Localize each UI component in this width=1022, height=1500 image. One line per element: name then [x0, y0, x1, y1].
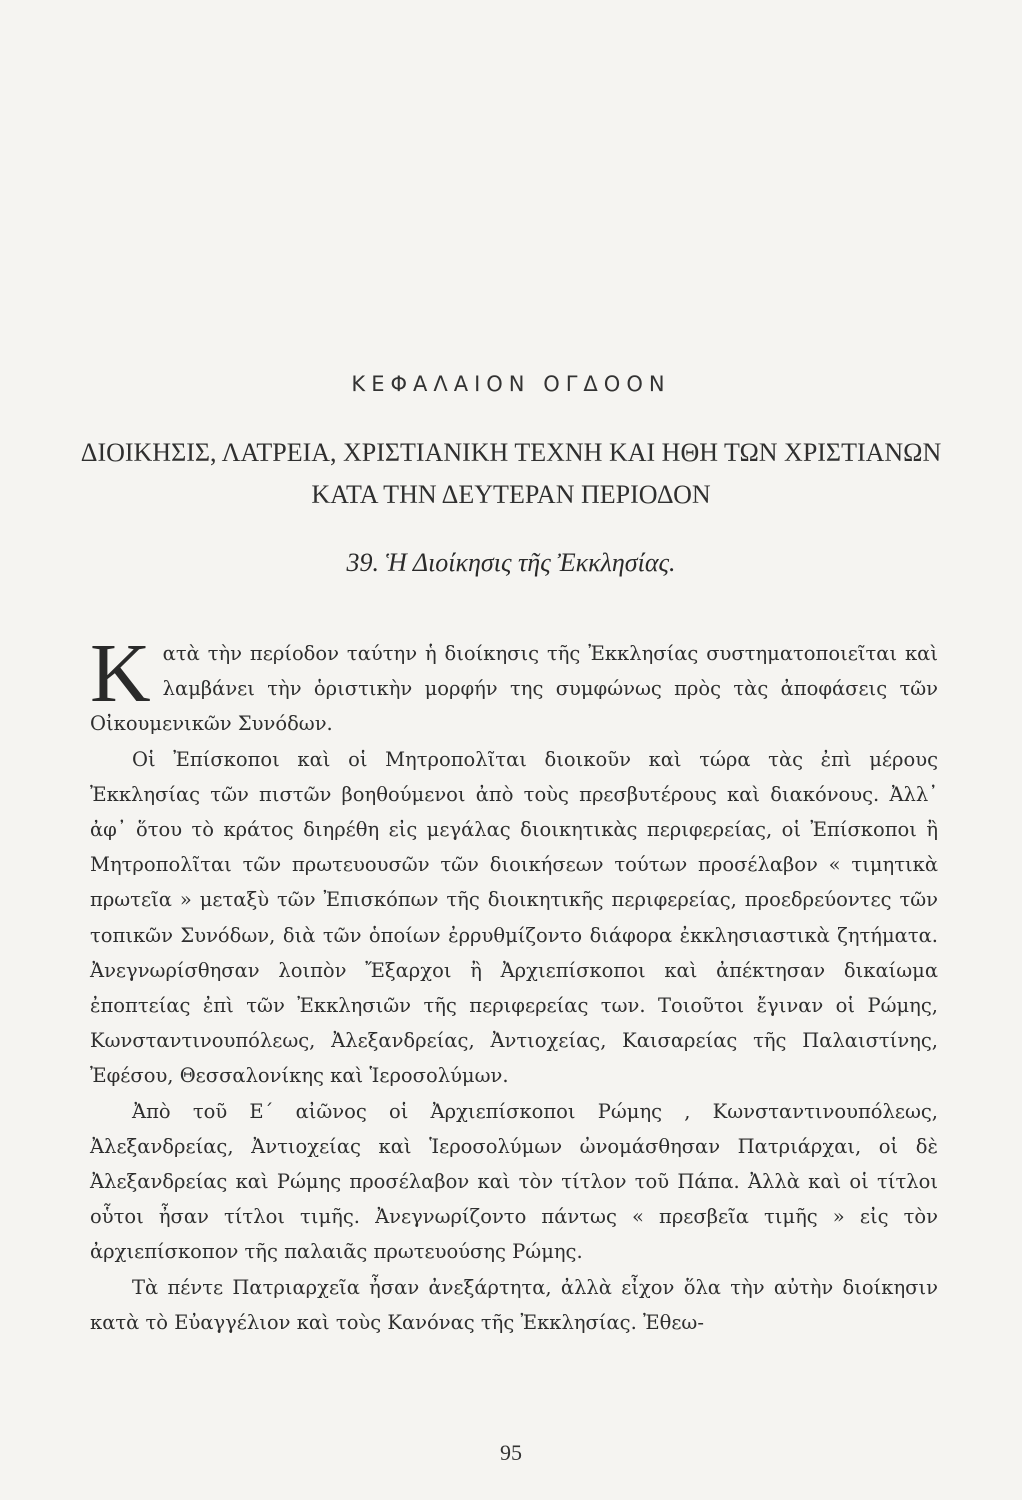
- body-text: [90, 627, 938, 1340]
- chapter-title: ΔΙΟΙΚΗΣΙΣ, ΛΑΤΡΕΙΑ, ΧΡΙΣΤΙΑΝΙΚΗ ΤΕΧΝΗ ΚΑΙ ΗΘΗ ΤΩΝ ΧΡΙΣΤΙΑΝΩΝ ΚΑΤΑ ΤΗΝ ΔΕΥΤΕΡΑΝ ΠΕΡΙΟΔΟΝ: [80, 438, 942, 509]
- paragraph-4: Τὰ πέντε Πατριαρχεῖα ἦσαν ἀνεξάρτητα, ἀλλὰ εἶχον ὅλα τὴν αὐτὴν διοίκησιν κατὰ τὸ Εὐαγγέλιον καὶ τοὺς Κανόνας τῆς Ἐκκλησίας. Ἐθεω-: [90, 1275, 938, 1334]
- chapter-label: ΚΕΦΑΛΑΙΟΝ ΟΓΔΟΟΝ: [351, 372, 671, 396]
- drop-cap: Κ: [90, 627, 151, 720]
- paragraph-2: Οἱ Ἐπίσκοποι καὶ οἱ Μητροπολῖται διοικοῦν καὶ τώρα τὰς ἐπὶ μέρους Ἐκκλησίας τῶν πιστῶν βοηθούμενοι ἀπὸ τοὺς πρεσβυτέρους καὶ διακόνους. Ἀλλ᾽ ἀφ᾽ ὅτου τὸ κράτος διηρέθη εἰς μεγάλας διοικητικὰς περιφερείας, οἱ Ἐπίσκοποι ἢ Μητροπολῖται τῶν πρωτευουσῶν τῶν διοικήσεων τούτων προσέλαβον « τιμητικὰ πρωτεῖα » μεταξὺ τῶν Ἐπισκόπων τῆς διοικητικῆς περιφερείας, προεδρεύοντες τῶν τοπικῶν Συνόδων, διὰ τῶν ὁποίων ἐρρυθμίζοντο διάφορα ἐκκλησιαστικὰ ζητήματα. Ἀνεγνωρίσθησαν λοιπὸν Ἔξαρχοι ἢ Ἀρχιεπίσκοποι καὶ ἀπέκτησαν δικαίωμα ἐποπτείας ἐπὶ τῶν Ἐκκλησιῶν τῆς περιφερείας των. Τοιοῦτοι ἔγιναν οἱ Ρώμης, Κωνσταντινουπόλεως, Ἀλεξανδρείας, Ἀντιοχείας, Καισαρείας τῆς Παλαιστίνης, Ἐφέσου, Θεσσαλονίκης καὶ Ἱεροσολύμων.: [90, 747, 938, 1088]
- section-heading: 39. Ἡ Διοίκησις τῆς Ἐκκλησίας.: [346, 548, 676, 577]
- paragraph-3: Ἀπὸ τοῦ Ε´ αἰῶνος οἱ Ἀρχιεπίσκοποι Ρώμης , Κωνσταντινουπόλεως, Ἀλεξανδρείας, Ἀντιοχείας καὶ Ἱεροσολύμων ὠνομάσθησαν Πατριάρχαι, οἱ δὲ Ἀλεξανδρείας καὶ Ρώμης προσέλαβον καὶ τὸν τίτλον τοῦ Πάπα. Ἀλλὰ καὶ οἱ τίτλοι οὗτοι ἦσαν τίτλοι τιμῆς. Ἀνεγνωρίζοντο πάντως « πρεσβεῖα τιμῆς » εἰς τὸν ἀρχιεπίσκοπον τῆς παλαιᾶς πρωτευούσης Ρώμης.: [90, 1099, 938, 1264]
- paragraph-1: [90, 627, 938, 742]
- paragraph-1-text: ατὰ τὴν περίοδον ταύτην ἡ διοίκησις τῆς Ἐκκλησίας συστηματοποιεῖται καὶ λαμβάνει τὴν ὁριστικὴν μορφήν της συμφώνως πρὸς τὰς ἀποφάσεις τῶν Οἰκουμενικῶν Συνόδων.: [90, 642, 938, 736]
- page-number: 95: [500, 1440, 522, 1465]
